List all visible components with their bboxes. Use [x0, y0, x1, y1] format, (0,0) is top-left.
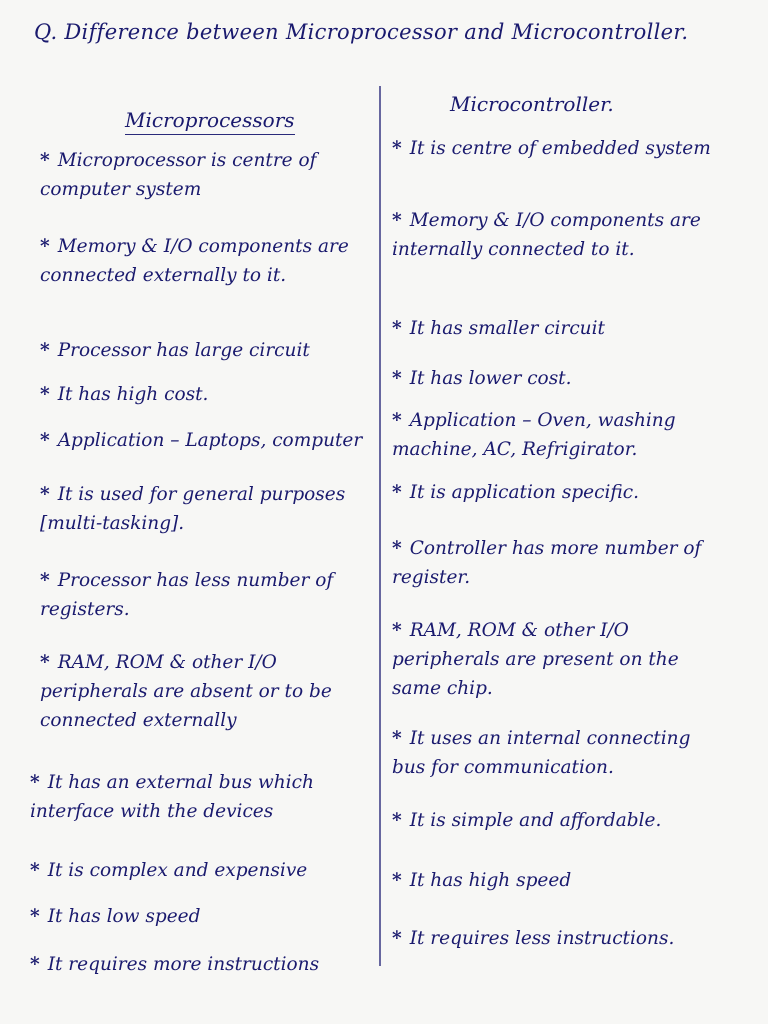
microprocessor-point: * It has high cost. [40, 384, 209, 405]
microcontroller-point: * Memory & I/O components are internally connected to it. [392, 210, 701, 260]
microprocessor-point: * Processor has large circuit [40, 340, 310, 361]
bullet-star: * [40, 236, 50, 257]
column-divider [379, 86, 381, 966]
microprocessor-header: Microprocessors [125, 108, 295, 135]
microprocessor-point: * It is used for general purposes [multi-tasking]. [40, 484, 346, 534]
microprocessor-point: * Application – Laptops, computer [40, 430, 363, 451]
microcontroller-point: * It is centre of embedded system [392, 138, 711, 159]
microprocessor-point: * It requires more instructions [30, 954, 320, 975]
bullet-star: * [30, 772, 40, 793]
bullet-star: * [392, 928, 402, 949]
bullet-star: * [392, 482, 402, 503]
bullet-star: * [392, 870, 402, 891]
bullet-star: * [30, 860, 40, 881]
microcontroller-point: * It is simple and affordable. [392, 810, 662, 831]
bullet-star: * [40, 570, 50, 591]
bullet-star: * [392, 620, 402, 641]
bullet-star: * [392, 728, 402, 749]
bullet-star: * [40, 150, 50, 171]
bullet-star: * [392, 410, 402, 431]
page-title: Q. Difference between Microprocessor and Microcontroller. [34, 20, 689, 44]
microcontroller-header: Microcontroller. [450, 92, 614, 116]
microprocessor-point: * Memory & I/O components are connected externally to it. [40, 236, 349, 286]
microprocessor-point: * Microprocessor is centre of computer system [40, 150, 317, 200]
bullet-star: * [392, 318, 402, 339]
microprocessor-point: * It is complex and expensive [30, 860, 308, 881]
bullet-star: * [392, 138, 402, 159]
microprocessor-point: * It has low speed [30, 906, 201, 927]
microcontroller-point: * It has high speed [392, 870, 572, 891]
microcontroller-point: * It uses an internal connecting bus for communication. [392, 728, 691, 778]
bullet-star: * [40, 430, 50, 451]
bullet-star: * [392, 368, 402, 389]
microcontroller-point: * It is application specific. [392, 482, 639, 503]
bullet-star: * [40, 340, 50, 361]
microcontroller-point: * Application – Oven, washing machine, AC, Refrigirator. [392, 410, 676, 460]
bullet-star: * [40, 384, 50, 405]
microprocessor-point: * Processor has less number of registers. [40, 570, 334, 620]
microcontroller-point: * It requires less instructions. [392, 928, 675, 949]
bullet-star: * [392, 210, 402, 231]
bullet-star: * [40, 652, 50, 673]
microprocessor-point: * It has an external bus which interface with the devices [30, 772, 314, 822]
bullet-star: * [392, 810, 402, 831]
microcontroller-point: * It has smaller circuit [392, 318, 605, 339]
bullet-star: * [40, 484, 50, 505]
microcontroller-point: * It has lower cost. [392, 368, 572, 389]
microprocessor-point: * RAM, ROM & other I/O peripherals are absent or to be connected externally [40, 652, 332, 731]
microcontroller-point: * Controller has more number of register. [392, 538, 702, 588]
bullet-star: * [30, 906, 40, 927]
bullet-star: * [30, 954, 40, 975]
microcontroller-point: * RAM, ROM & other I/O peripherals are present on the same chip. [392, 620, 679, 699]
bullet-star: * [392, 538, 402, 559]
